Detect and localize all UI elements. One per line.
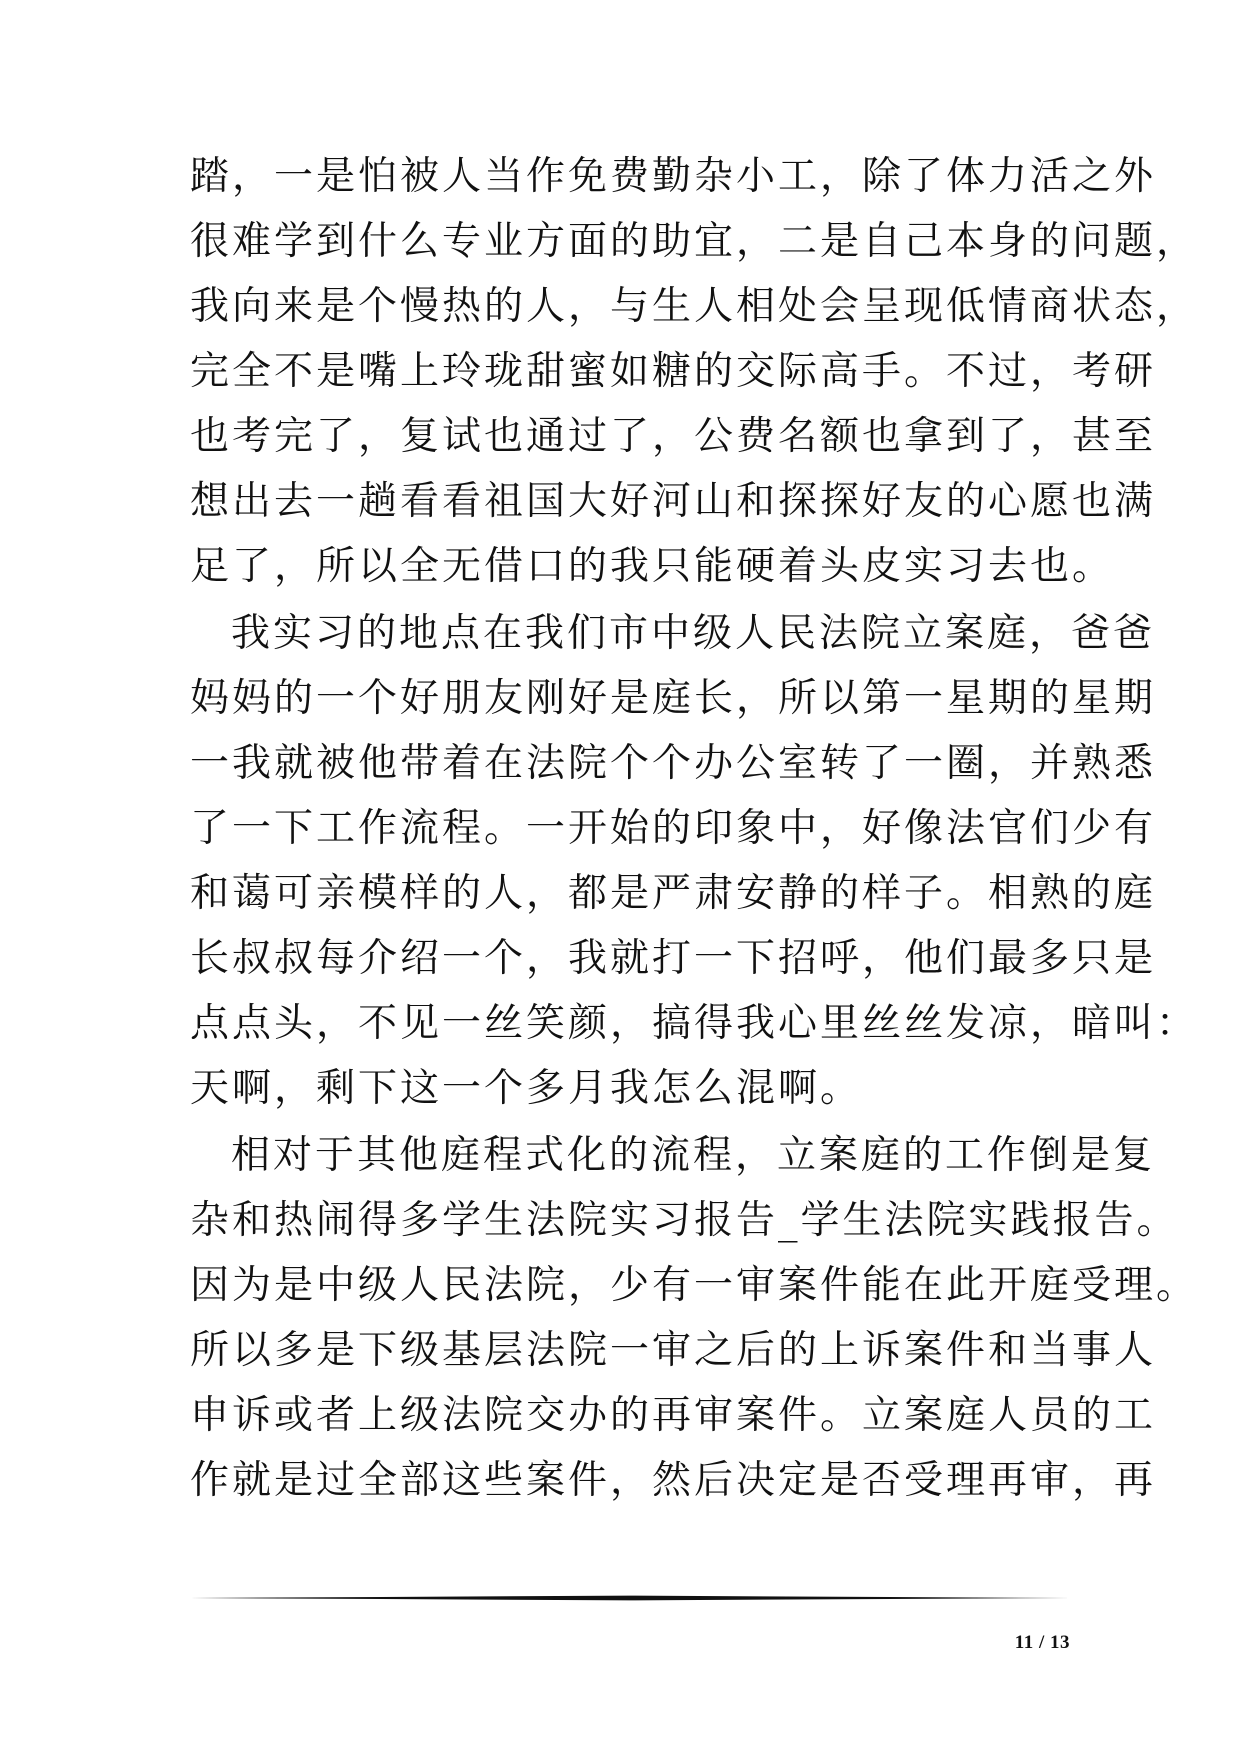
text-line: 申诉或者上级法院交办的再审案件。立案庭人员的工 (190, 1393, 1157, 1438)
text-line: 天啊，剩下这一个多月我怎么混啊。 (190, 1066, 863, 1111)
text-line: 作就是过全部这些案件，然后决定是否受理再审，再 (190, 1458, 1157, 1503)
text-line: 一我就被他带着在法院个个办公室转了一圈，并熟悉 (190, 741, 1157, 786)
document-body (190, 144, 1199, 1513)
text-line: 想出去一趟看看祖国大好河山和探探好友的心愿也满 (190, 479, 1157, 524)
paragraph-3 (190, 1123, 1199, 1513)
text-line: 踏，一是怕被人当作免费勤杂小工，除了体力活之外 (190, 154, 1157, 199)
paragraph-1 (190, 144, 1199, 599)
text-line: 因为是中级人民法院，少有一审案件能在此开庭受理。 (190, 1263, 1199, 1308)
text-line: 所以多是下级基层法院一审之后的上诉案件和当事人 (190, 1328, 1157, 1373)
text-line: 我向来是个慢热的人，与生人相处会呈现低情商状态， (190, 284, 1199, 329)
paragraph-2 (190, 601, 1199, 1121)
text-line: 点点头，不见一丝笑颜，搞得我心里丝丝发凉，暗叫： (190, 1001, 1199, 1046)
text-line: 了一下工作流程。一开始的印象中，好像法官们少有 (190, 806, 1157, 851)
text-line: 杂和热闹得多学生法院实习报告_学生法院实践报告。 (190, 1198, 1179, 1243)
footer-divider-line (190, 1594, 1070, 1602)
text-line: 也考完了，复试也通过了，公费名额也拿到了，甚至 (190, 414, 1157, 459)
text-line: 长叔叔每介绍一个，我就打一下招呼，他们最多只是 (190, 936, 1157, 981)
text-line: 和蔼可亲模样的人，都是严肃安静的样子。相熟的庭 (190, 871, 1157, 916)
text-line: 妈妈的一个好朋友刚好是庭长，所以第一星期的星期 (190, 676, 1157, 721)
text-line: 完全不是嘴上玲珑甜蜜如糖的交际高手。不过，考研 (190, 349, 1157, 394)
text-line: 相对于其他庭程式化的流程，立案庭的工作倒是复 (231, 1133, 1156, 1178)
text-line: 我实习的地点在我们市中级人民法院立案庭，爸爸 (231, 611, 1156, 656)
text-line: 足了，所以全无借口的我只能硬着头皮实习去也。 (190, 544, 1115, 589)
page-number: 11 / 13 (1014, 1632, 1070, 1653)
text-line: 很难学到什么专业方面的助宜，二是自己本身的问题， (190, 219, 1199, 264)
